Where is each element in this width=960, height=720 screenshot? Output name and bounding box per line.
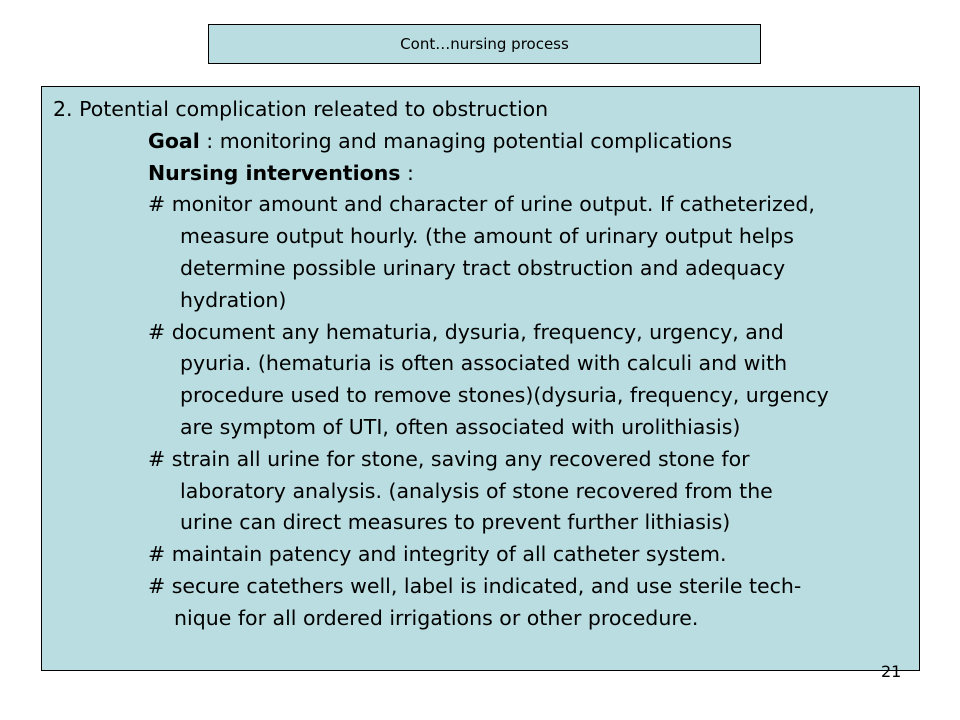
intervention-continuation: hydration) (180, 287, 287, 312)
intervention-continuation: nique for all ordered irrigations or other procedure. (174, 605, 699, 630)
goal-label: Goal (148, 128, 200, 153)
intervention-bullet: # strain all urine for stone, saving any recovered stone for (148, 446, 750, 471)
complication-heading: 2. Potential complication releated to obstruction (53, 97, 549, 121)
slide-title: Cont…nursing process (400, 35, 569, 53)
goal-text: : monitoring and managing potential complications (199, 128, 733, 153)
intervention-continuation: measure output hourly. (the amount of urinary output helps (180, 224, 794, 249)
interventions-line (53, 158, 919, 190)
page-number: 21 (881, 662, 902, 681)
goal-line (53, 126, 919, 158)
interventions-suffix: : (400, 160, 414, 185)
intervention-continuation: procedure used to remove stones)(dysuria, frequency, urgency (180, 383, 829, 408)
intervention-bullet: # maintain patency and integrity of all catheter system. (148, 542, 727, 567)
intervention-bullet: # monitor amount and character of urine output. If catheterized, (148, 192, 815, 217)
intervention-continuation: pyuria. (hematuria is often associated with calculi and with (180, 351, 788, 376)
intervention-continuation: are symptom of UTI, often associated with urolithiasis) (180, 414, 741, 439)
intervention-continuation: urine can direct measures to prevent further lithiasis) (180, 510, 731, 535)
intervention-bullet: # secure catethers well, label is indicated, and use sterile tech- (148, 573, 802, 598)
interventions-label: Nursing interventions (148, 160, 401, 185)
intervention-continuation: determine possible urinary tract obstruction and adequacy (180, 255, 786, 280)
intervention-bullet: # document any hematuria, dysuria, frequency, urgency, and (148, 319, 784, 344)
intervention-continuation: laboratory analysis. (analysis of stone recovered from the (180, 478, 773, 503)
slide-title-box (208, 24, 761, 64)
